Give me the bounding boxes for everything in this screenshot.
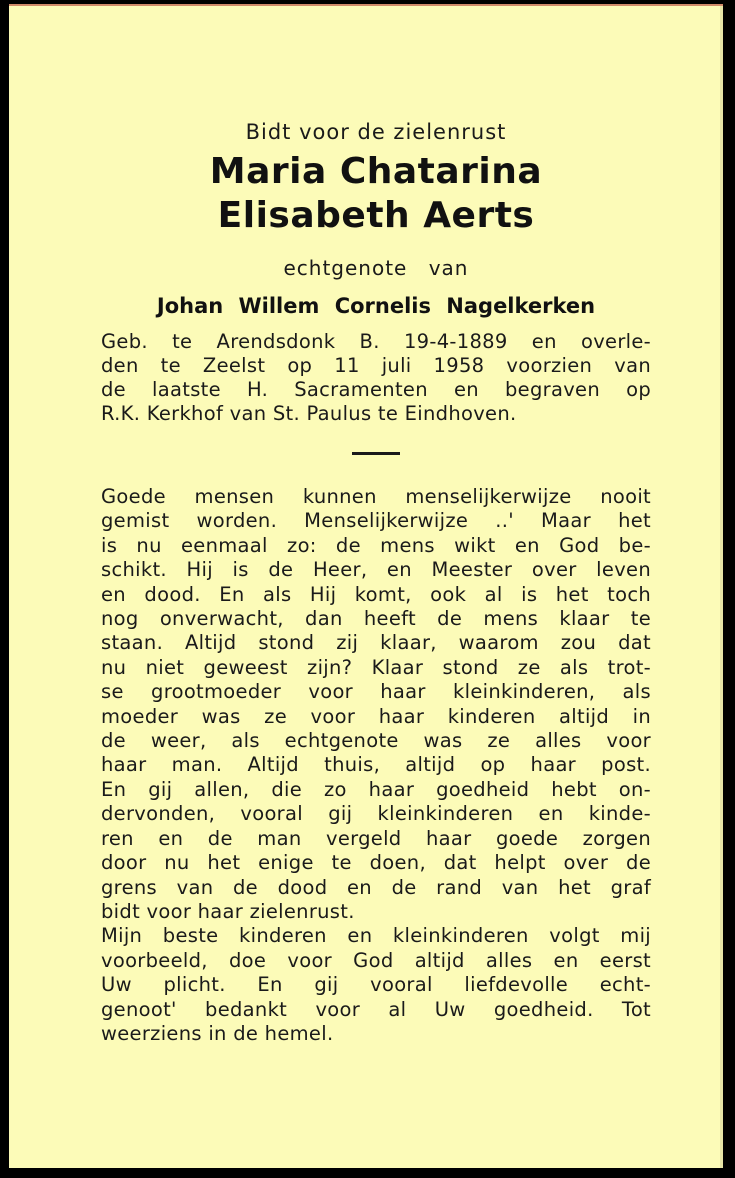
life-facts	[101, 330, 651, 426]
text-line: door nu het enige te doen, dat helpt over de	[101, 851, 651, 875]
text-line: gemist worden. Menselijkerwijze ..' Maar het	[101, 509, 651, 533]
text-line: ren en de man vergeld haar goede zorgen	[101, 826, 651, 850]
text-line: moeder was ze voor haar kinderen altijd in	[101, 704, 651, 728]
spouse-of-text: echtgenote van	[283, 256, 469, 280]
memorial-card	[9, 4, 723, 1168]
deceased-name	[101, 150, 651, 238]
text-line: schikt. Hij is de Heer, en Meester over leven	[101, 558, 651, 582]
divider	[352, 452, 400, 455]
husband-name: Johan Willem Cornelis Nagelkerken	[156, 294, 596, 318]
text-line: grens van de dood en de rand van het graf	[101, 875, 651, 899]
text-line: nog onverwacht, dan heeft de mens klaar te	[101, 607, 651, 631]
facts-line: Geb. te Arendsdonk B. 19-4-1889 en overle-	[101, 330, 651, 353]
text-line: is nu eenmaal zo: de mens wikt en God be-	[101, 533, 651, 557]
text-line: genoot' bedankt voor al Uw goedheid. Tot	[101, 997, 651, 1021]
text-line: dervonden, vooral gij kleinkinderen en kinde-	[101, 802, 651, 826]
text-line: staan. Altijd stond zij klaar, waarom zou dat	[101, 631, 651, 655]
text-line: voorbeeld, doe voor God altijd alles en eerst	[101, 948, 651, 972]
facts-line: den te Zeelst op 11 juli 1958 voorzien van	[101, 354, 651, 377]
intro-text: Bidt voor de zielenrust	[245, 120, 507, 144]
facts-line: de laatste H. Sacramenten en begraven op	[101, 378, 651, 401]
text-line: weerziens in de hemel.	[101, 1021, 334, 1045]
text-line: bidt voor haar zielenrust.	[101, 899, 355, 923]
card-edge	[720, 6, 723, 1168]
text-line: Goede mensen kunnen menselijkerwijze nooit	[101, 485, 651, 508]
card-content	[101, 114, 651, 1046]
text-line: de weer, als echtgenote was ze alles voor	[101, 729, 651, 753]
memorial-text	[101, 485, 651, 1046]
text-line: Mijn beste kinderen en kleinkinderen volgt mij	[101, 924, 651, 948]
deceased-name-line-1: Maria Chatarina	[209, 151, 543, 192]
text-line: Uw plicht. En gij vooral liefdevolle echt-	[101, 973, 651, 997]
text-line: nu niet geweest zijn? Klaar stond ze als trot-	[101, 655, 651, 679]
text-line: En gij allen, die zo haar goedheid hebt on-	[101, 777, 651, 801]
text-line: en dood. En als Hij komt, ook al is het toch	[101, 582, 651, 606]
text-line: haar man. Altijd thuis, altijd op haar post.	[101, 753, 651, 777]
text-line: se grootmoeder voor haar kleinkinderen, als	[101, 680, 651, 704]
deceased-name-line-2: Elisabeth Aerts	[217, 195, 535, 236]
facts-line: R.K. Kerkhof van St. Paulus te Eindhoven.	[101, 402, 517, 425]
